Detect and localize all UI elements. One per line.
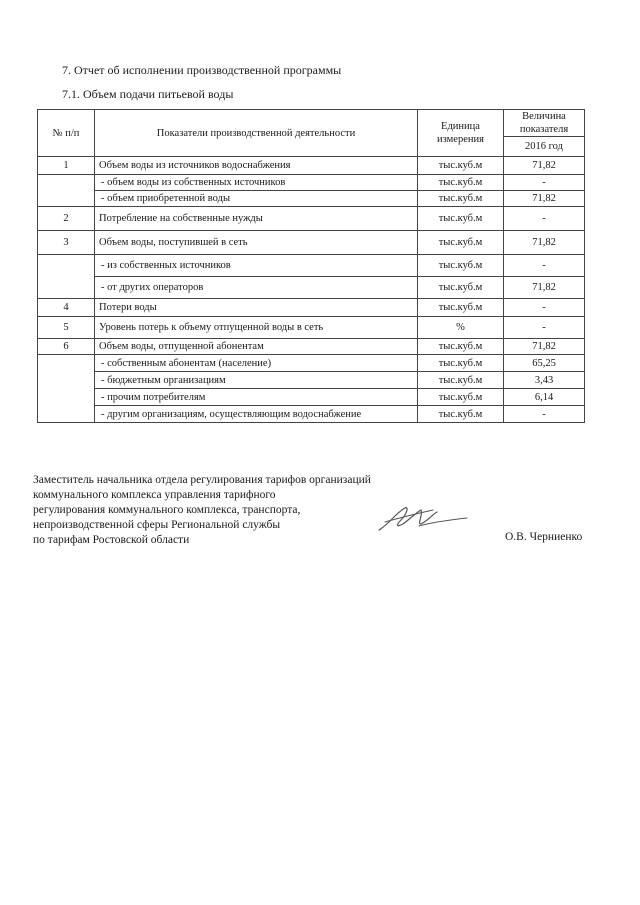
handwritten-signature: [375, 500, 470, 538]
row-unit: тыс.куб.м: [418, 355, 504, 372]
table-row: [38, 389, 585, 406]
row-indicator: - другим организациям, осуществляющим водоснабжение: [95, 406, 418, 423]
row-value: 71,82: [504, 231, 585, 255]
header-num: № п/п: [38, 110, 95, 157]
row-indicator: Объем воды, отпущенной абонентам: [95, 339, 418, 355]
subsection-title: 7.1. Объем подачи питьевой воды: [62, 87, 234, 101]
row-unit: тыс.куб.м: [418, 372, 504, 389]
row-value: -: [504, 299, 585, 317]
row-unit: тыс.куб.м: [418, 157, 504, 175]
row-indicator: - объем воды из собственных источников: [95, 175, 418, 191]
table-row: [38, 372, 585, 389]
row-number: 6: [38, 339, 95, 355]
row-value: 71,82: [504, 339, 585, 355]
row-value: 71,82: [504, 277, 585, 299]
row-indicator: Объем воды из источников водоснабжения: [95, 157, 418, 175]
row-number: [38, 175, 95, 207]
table-row: [38, 231, 585, 255]
table-row: [38, 317, 585, 339]
signatory-name: О.В. Черниенко: [505, 531, 583, 543]
signature-line: по тарифам Ростовской области: [33, 534, 190, 546]
row-indicator: Потери воды: [95, 299, 418, 317]
row-number: 2: [38, 207, 95, 231]
row-unit: тыс.куб.м: [418, 191, 504, 207]
signature-line: регулирования коммунального комплекса, транспорта,: [33, 504, 301, 516]
row-indicator: Уровень потерь к объему отпущенной воды в сеть: [95, 317, 418, 339]
water-supply-table: [37, 109, 585, 423]
signature-line: непроизводственной сферы Региональной службы: [33, 519, 281, 531]
row-value: 71,82: [504, 191, 585, 207]
table-row: [38, 207, 585, 231]
signature-line: коммунального комплекса управления тарифного: [33, 489, 276, 501]
table-row: [38, 339, 585, 355]
row-unit: тыс.куб.м: [418, 406, 504, 423]
row-value: -: [504, 317, 585, 339]
row-value: 71,82: [504, 157, 585, 175]
row-number: [38, 355, 95, 423]
row-unit: тыс.куб.м: [418, 389, 504, 406]
table-row: [38, 255, 585, 277]
signature-line: Заместитель начальника отдела регулирования тарифов организаций: [33, 474, 371, 486]
row-unit: %: [418, 317, 504, 339]
section-title: 7. Отчет об исполнении производственной программы: [62, 63, 342, 77]
row-value: 65,25: [504, 355, 585, 372]
row-number: [38, 255, 95, 299]
row-unit: тыс.куб.м: [418, 175, 504, 191]
header-unit: Единица измерения: [418, 110, 504, 157]
row-value: 3,43: [504, 372, 585, 389]
signature-block: [33, 473, 371, 548]
row-indicator: - от других операторов: [95, 277, 418, 299]
table-body: [38, 157, 585, 423]
table-row: [38, 299, 585, 317]
row-indicator: - бюджетным организациям: [95, 372, 418, 389]
table-row: [38, 406, 585, 423]
row-indicator: - собственным абонентам (население): [95, 355, 418, 372]
header-indicator: Показатели производственной деятельности: [95, 110, 418, 157]
row-value: -: [504, 175, 585, 191]
row-indicator: Объем воды, поступившей в сеть: [95, 231, 418, 255]
row-number: 1: [38, 157, 95, 175]
row-value: 6,14: [504, 389, 585, 406]
row-value: -: [504, 406, 585, 423]
row-indicator: - объем приобретенной воды: [95, 191, 418, 207]
row-indicator: Потребление на собственные нужды: [95, 207, 418, 231]
header-year: 2016 год: [504, 137, 585, 157]
header-value: Величина показателя: [504, 110, 585, 137]
row-value: -: [504, 207, 585, 231]
row-unit: тыс.куб.м: [418, 299, 504, 317]
row-number: 4: [38, 299, 95, 317]
row-unit: тыс.куб.м: [418, 231, 504, 255]
row-number: 5: [38, 317, 95, 339]
table-row: [38, 175, 585, 191]
table-row: [38, 157, 585, 175]
table-row: [38, 277, 585, 299]
row-number: 3: [38, 231, 95, 255]
table-row: [38, 191, 585, 207]
row-unit: тыс.куб.м: [418, 339, 504, 355]
table-row: [38, 355, 585, 372]
row-indicator: - из собственных источников: [95, 255, 418, 277]
row-value: -: [504, 255, 585, 277]
row-unit: тыс.куб.м: [418, 207, 504, 231]
row-unit: тыс.куб.м: [418, 277, 504, 299]
row-indicator: - прочим потребителям: [95, 389, 418, 406]
row-unit: тыс.куб.м: [418, 255, 504, 277]
